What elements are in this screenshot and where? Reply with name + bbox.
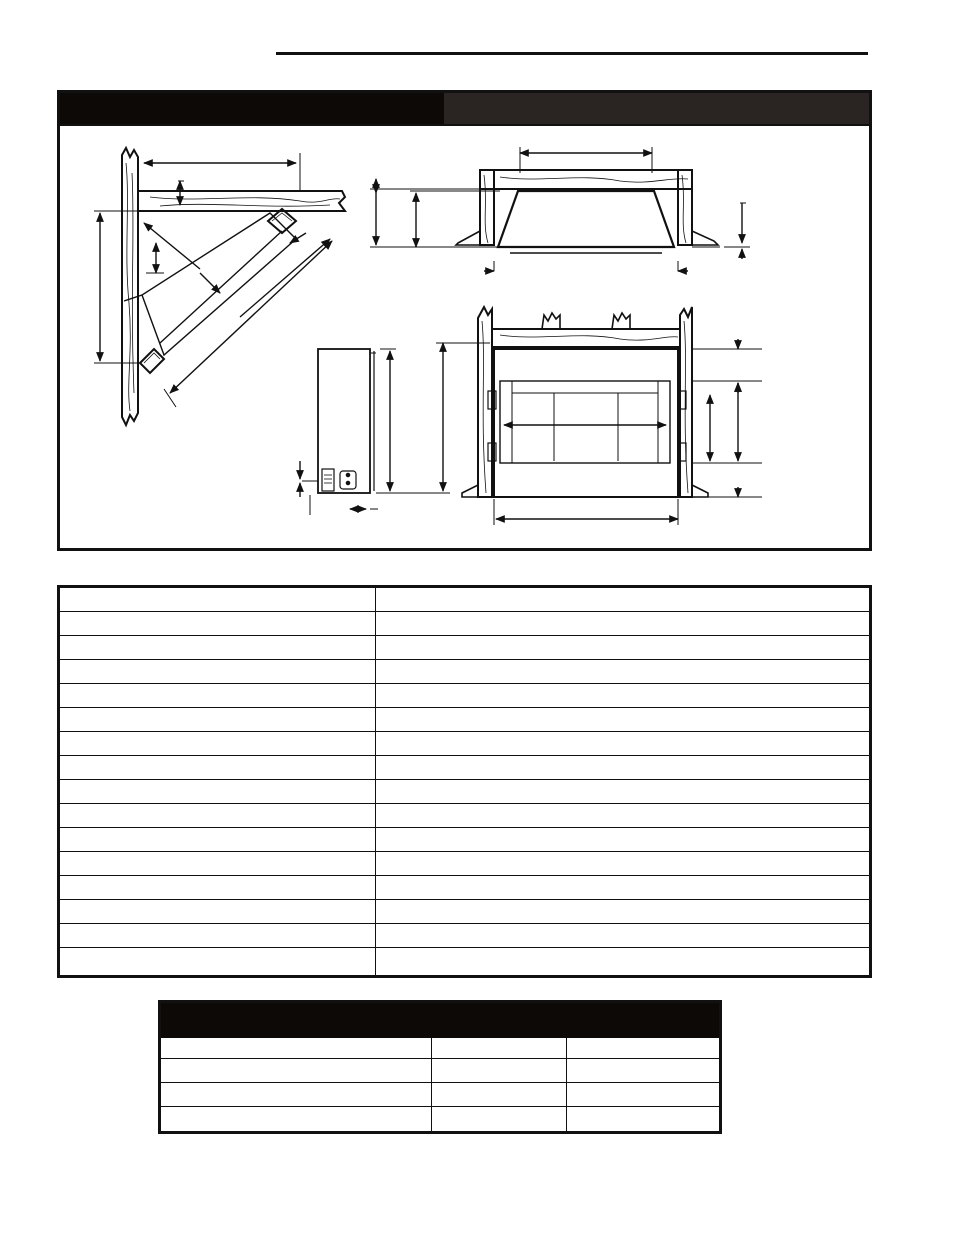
row-label	[60, 948, 375, 971]
row-label	[60, 828, 375, 851]
table-row	[60, 612, 869, 636]
side-view	[300, 343, 490, 515]
table-row	[60, 756, 869, 780]
row-label	[60, 588, 375, 611]
framing-diagram-panel	[57, 90, 872, 551]
table-row	[60, 948, 869, 972]
row-value	[376, 636, 869, 659]
table-row	[60, 828, 869, 852]
cell-c3	[567, 1083, 719, 1106]
cell-c2	[432, 1059, 566, 1082]
dimensions-table	[57, 585, 872, 978]
front-view	[462, 307, 762, 525]
row-label	[60, 636, 375, 659]
row-value	[376, 780, 869, 803]
table-row	[161, 1058, 719, 1081]
row-label	[60, 684, 375, 707]
secondary-table-header	[161, 1003, 719, 1038]
row-label	[60, 804, 375, 827]
table-row	[60, 732, 869, 756]
row-label	[60, 900, 375, 923]
row-value	[376, 876, 869, 899]
row-value	[376, 804, 869, 827]
table-row	[60, 660, 869, 684]
row-value	[376, 828, 869, 851]
row-label	[60, 876, 375, 899]
table-row	[60, 924, 869, 948]
cell-c3	[567, 1107, 719, 1130]
row-value	[376, 660, 869, 683]
table-row	[60, 588, 869, 612]
table-row	[161, 1106, 719, 1129]
row-label	[60, 732, 375, 755]
table-row	[60, 876, 869, 900]
corner-installation-view	[94, 148, 345, 425]
secondary-table	[158, 1000, 722, 1134]
row-value	[376, 684, 869, 707]
cell-c2	[432, 1083, 566, 1106]
table-row	[60, 684, 869, 708]
row-label	[60, 660, 375, 683]
cell-c1	[161, 1059, 431, 1082]
row-value	[376, 732, 869, 755]
table-row	[60, 852, 869, 876]
row-label	[60, 612, 375, 635]
row-value	[376, 588, 869, 611]
row-label	[60, 852, 375, 875]
table-row	[60, 804, 869, 828]
row-label	[60, 924, 375, 947]
row-value	[376, 948, 869, 971]
table-row	[60, 636, 869, 660]
table-row	[60, 900, 869, 924]
row-label	[60, 708, 375, 731]
row-value	[376, 852, 869, 875]
cell-c1	[161, 1107, 431, 1130]
row-value	[376, 708, 869, 731]
table-row	[161, 1082, 719, 1105]
row-label	[60, 756, 375, 779]
framing-diagram	[60, 93, 869, 548]
row-label	[60, 780, 375, 803]
row-value	[376, 756, 869, 779]
table-row	[60, 780, 869, 804]
cell-c3	[567, 1059, 719, 1082]
cell-c1	[161, 1083, 431, 1106]
table-row	[60, 708, 869, 732]
cell-c2	[432, 1107, 566, 1130]
row-value	[376, 900, 869, 923]
top-rule	[276, 52, 868, 55]
row-value	[376, 612, 869, 635]
row-value	[376, 924, 869, 947]
top-view	[370, 147, 750, 271]
